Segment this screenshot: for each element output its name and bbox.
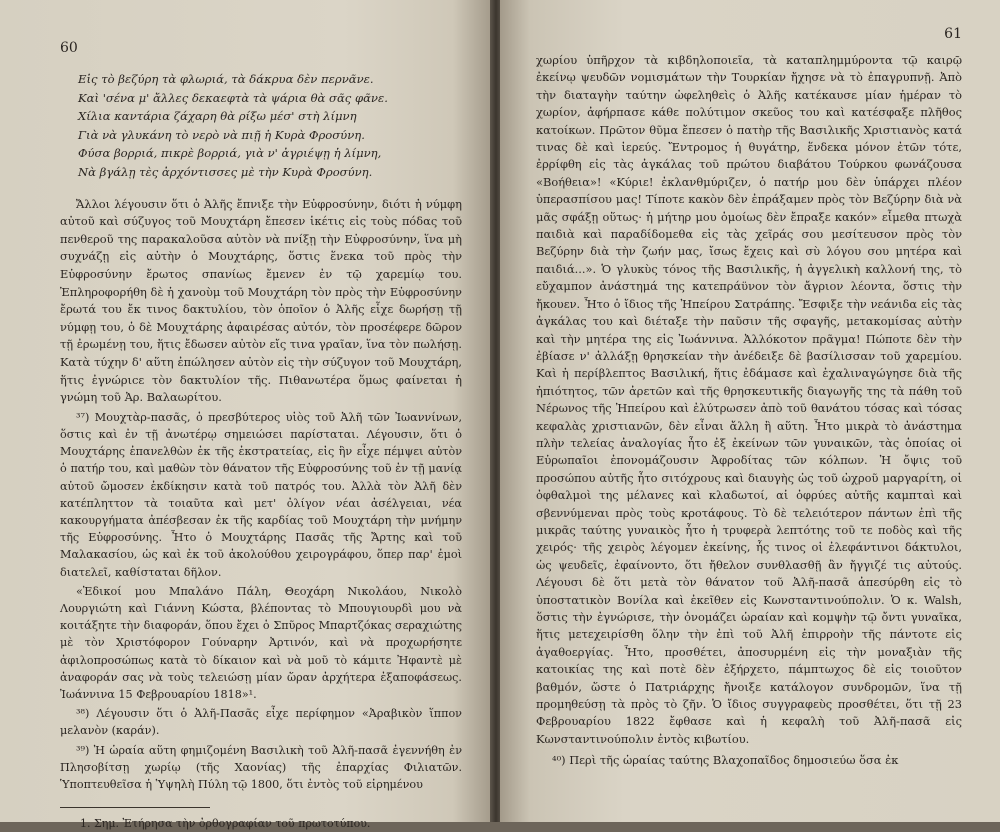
footnote: 1. Σημ. Ἐτήρησα τὴν ὀρθογραφίαν τοῦ πρωτοτύπου. bbox=[80, 817, 371, 831]
poem-line: Εἰς τὸ βεζύρη τὰ φλωριά, τὰ δάκρυα δὲν περνᾶνε. bbox=[78, 72, 374, 86]
poem-line: Καὶ 'σένα μ' ἄλλες δεκαεφτὰ τὰ ψάρια θὰ σᾶς φᾶνε. bbox=[78, 90, 388, 105]
note-38: ³⁸) Λέγουσιν ὅτι ὁ Ἀλῆ-Πασᾶς εἶχε περίφημον «Ἀραβικὸν ἵππον μελανὸν (καράν). bbox=[60, 707, 462, 738]
left-page bbox=[0, 0, 492, 831]
quoted-letter: «Ἐδικοί μου Μπαλάνο Πάλη, Θεοχάρη Νικολάου, Νικολὸ Λουργιώτη καὶ Γιάννη Κώστα, βλέποντας τὸ Μπουγιουρδὶ μου νὰ κοιτάξητε τὴν διαφοράν, ὅπου ἔχει ὁ Σπῦρος Μπαρτζόκας σεραχιώτης μὲ τὸν Χριστόφορον Γούναρην Ἀρτινόν, καὶ νὰ προχωρήσητε ἀφιλοπροσώπως κατὰ τὸ δίκαιον καὶ νὰ μοῦ τὸ κάμιτε Ἠφαντὲ μὲ ἀναφοράν σας νὰ τοὺς τελειώσῃ μίαν ὥραν ἀρχήτερα ἐξαποφάσεως. Ἰωάννινα 15 Φεβρουαρίου 1818»¹. bbox=[60, 584, 462, 701]
poem-line: Χίλια καντάρια ζάχαρη θὰ ρίξω μέσ' στὴ λίμνη bbox=[78, 109, 357, 124]
footnote-divider bbox=[60, 807, 210, 808]
note-39: ³⁹) Ἡ ὡραία αὕτη φημιζομένη Βασιλικὴ τοῦ Ἀλῆ-πασᾶ ἐγεννήθη ἐν Πλησοβίτσῃ χωρίῳ (τῆς Χαονίας) τῆς ἐπαρχίας Φιλιατῶν. Ὑποπτευθεῖσα ἡ Ὑψηλὴ Πύλη τῷ 1800, ὅτι ἐντὸς τοῦ εἰρημένου bbox=[60, 743, 462, 791]
note-37: ³⁷) Μουχτὰρ-πασᾶς, ὁ πρεσβύτερος υἱὸς τοῦ Ἀλῆ τῶν Ἰωαννίνων, ὅστις καὶ ἐν τῇ ἀνωτέρῳ σημειώσει παρίσταται. Λέγουσιν, ὅτι ὁ Μουχτάρης ἐπανελθὼν ἐκ τῆς ἐκστρατείας, εἰς ἣν εἶχε πέμψει αὐτὸν ὁ πατήρ του, καὶ μαθὼν τὸν θάνατον τῆς Εὐφροσύνης τοῦ ἐν τῇ μανίᾳ αὐτοῦ ὤμοσεν ἐκδίκησιν κατὰ τοῦ πατρός του. Ἀλλὰ τὸν Ἀλῆ δὲν κατέπληττον τὰ τοιαῦτα καὶ μετ' ὀλίγον νέαι ἀσέλγειαι, νέα κακουργήματα ἀπέσβεσαν ἐκ τῆς καρδίας τοῦ Μουχτάρη τὴν μνήμην τῆς Εὐφροσύνης. Ἦτο ὁ Μουχτάρης Πασᾶς τῆς Ἄρτης καὶ τοῦ Μαλακασίου, ὡς καὶ ἐκ τοῦ ἀκολούθου χειρογράφου, ὅπερ παρ' ἐμοὶ διατελεῖ, καθίσταται δῆλον. bbox=[60, 410, 462, 579]
page-number-left: 60 bbox=[60, 40, 78, 56]
body-paragraph: χωρίου ὑπῆρχον τὰ κιβδηλοποιεῖα, τὰ καταπλημμύροντα τῷ καιρῷ ἐκείνῳ ψευδῶν νομισμάτων τὴν Τουρκίαν ἤχησε νὰ τὸ ἐπαγρυπνῇ. Ἀπὸ τὴν διαταγὴν ταύτην ὠφεληθεὶς ὁ Ἀλῆς κατέκαυσε μίαν ἡμέραν τὸ χωρίον, ἀφήρπασε κάθε πολύτιμον σκεῦος του καὶ κατέσφαξε πλῆθος κατοίκων. Πρῶτον θῦμα ἔπεσεν ὁ πατὴρ τῆς Βασιλικῆς Χριστιανὸς κατά τινας δὲ καὶ ἱερεύς. Ἔντρομος ἡ θυγάτηρ, ἕνδεκα μόνον ἐτῶν τότε, ἐρρίφθη εἰς τὰς ἀγκάλας τοῦ πρώτου διαβάτου Τούρκου φωνάζουσα «Βοήθεια»! «Κύριε! ἐκλανθμύριζεν, ὁ πατήρ μου δὲν ὑπάρχει πλέον ὑπερασπίσου μας! Τίποτε κακὸν δὲν ἐπράξαμεν πρὸς τὸν Βεζύρην διὰ νὰ μᾶς σφάξῃ οὕτως· ἡ μήτηρ μου ὁμοίως δὲν ἔπραξε κακόν» εἶμεθα πτωχὰ παιδιὰ καὶ παραδίδομεθα εἰς τὰς χεῖράς σου μεσίτευσον πρὸς τὸν Βεζύρην διὰ τὴν ζωήν μας, ἴσως ἔχεις καὶ σὺ λόγου σου μητέρα καὶ παιδιά...». Ὁ γλυκὺς τόνος τῆς Βασιλικῆς, ἡ ἀγγελικὴ καλλονή της, τὸ εὔχαμπον ἀνάστημά της κατεπράϋνον τὸν ἄγριον λέοντα, ὅστις τὴν ἤκουεν. Ἦτο ὁ ἴδιος τῆς Ἠπείρου Σατράπης. Ἔσφιξε τὴν νεάνιδα εἰς τὰς ἀγκάλας του καὶ διέταξε τὴν παῦσιν τῆς σφαγῆς, μετακομίσας αὐτὴν καὶ τὴν μητέρα της εἰς Ἰωάννινα. Ἀλλόκοτον πρᾶγμα! Πώποτε δὲν τὴν ἐβίασε ν' ἀλλάξῃ θρησκείαν τὴν ἀνέδειξε δὲ βασίλισσαν τοῦ χαρεμίου. Καὶ ἡ περίβλεπτος Βασιλική, ἥτις ἐδάμασε καὶ ἐχαλιναγώγησε διὰ τῆς ἠπιότητος, τῶν ἀρετῶν καὶ τῆς θρησκευτικῆς διαγωγῆς της τὰ πάθη τοῦ Νέρωνος τῆς Ἠπείρου καὶ ἐλύτρωσεν ἀπὸ τοῦ θανάτου τόσας καὶ τόσας κεφαλὰς χριστιανῶν, δὲν εἶναι ἄλλη ἢ αὕτη. Ἦτο μικρὰ τὸ ἀνάστημα πλὴν τελείας ἀναλογίας ἦτο ἐξ ἐκείνων τῶν γυναικῶν, τὰς ὁποίας οἱ Εὐρωπαῖοι ἐπονομάζουσιν Ἀφροδίτας τῶν κόλπων. Ἡ ὄψις τοῦ προσώπου αὐτῆς ἦτο σιτόχρους καὶ διαυγὴς ὡς τοῦ ὠχροῦ μαργαρίτη, οἱ ὀφθαλμοὶ της μέλανες καὶ κλαδωτοί, αἱ ὀφρύες αὐτῆς καμπταὶ καὶ σβεννύμεναι πρὸς τοὺς κροτάφους. Τὸ δὲ τελειότερον πάντων ἐπὶ τῆς μικρᾶς ταύτης γυναικὸς ἦτο ἡ τρυφερὰ λεπτότης τοῦ τε ποδὸς καὶ τῆς χειρός· τῆς χειρὸς λέγομεν ἐκείνης, ἧς τινος οἱ ἐλεφάντινοι δάκτυλοι, ὡς ψευδεῖς, ἐφαίνοντο, ὅτι ἤθελον συνθλασθῇ ἂν ἤγγιζέ τις αὐτούς. Λέγουσι δὲ ὅτι μετὰ τὸν θάνατον τοῦ Ἀλῆ-πασᾶ ἀπεσύρθη εἰς τὸ ὑποστατικὸν Βονίλα καὶ ἐκεῖθεν εἰς Κωνσταντινούπολιν. Ὁ κ. Walsh, ὅστις τὴν ἐγνώρισε, τὴν ὀνομάζει ὡραίαν καὶ κομψὴν τῷ ὄντι γυναῖκα, ἥτις μετεχειρίσθη ὅλην τὴν ἐπὶ τοῦ Ἀλῆ ἐπιρροὴν τῆς πάντοτε εἰς ἀγαθοεργίας. Ἦτο, προσθέτει, ἀποσυρμένη εἰς τὴν μοναξιὰν τῆς κατοικίας της καὶ ποτὲ δὲν ἐξήρχετο, πάμπτωχος δὲ εἰς τοιοῦτον βαθμόν, ὥστε ὁ Πατριάρχης ἤνοιξε κατάλογον συνδρομῶν, ἵνα τῇ προμηθεύσῃ τὰ πρὸς τὸ ζῆν. Ὁ ἴδιος συγγραφεὺς προσθέτει, ὅτι τῇ 23 Φεβρουαρίου 1822 ἔφθασε καὶ ἡ κεφαλὴ τοῦ Ἀλῆ-πασᾶ εἰς Κωνσταντινούπολιν ἐντὸς κιβωτίου. bbox=[536, 53, 962, 746]
right-page bbox=[500, 0, 1000, 822]
poem-block bbox=[78, 70, 462, 182]
poem-line: Φύσα βορριά, πικρὲ βορριά, γιὰ ν' ἀγριέψῃ ἡ λίμνη, bbox=[78, 146, 382, 161]
body-paragraph: Ἄλλοι λέγουσιν ὅτι ὁ Ἀλῆς ἔπνιξε τὴν Εὐφροσύνην, διότι ἡ νύμφη αὐτοῦ καὶ σύζυγος τοῦ Μουχτάρη ἔπεσεν ἱκέτις εἰς τοὺς πόδας τοῦ πενθεροῦ της παρακαλοῦσα αὐτὸν νὰ πνίξῃ τὴν Εὐφροσύνην, ἵνα μὴ συχνάζῃ εἰς αὐτὴν ὁ Μουχτάρης, ὅστις ἕνεκα τοῦ πρὸς τὴν Εὐφροσύνην ἔρωτος σπανίως ἔμενεν ἐν τῷ χαρεμίῳ του. Ἐπληροφορήθη δὲ ἡ χανοὺμ τοῦ Μουχτάρη τὸν πρὸς τὴν Εὐφροσύνην ἔρωτά του ἔκ τινος δακτυλίου, τὸν ὁποῖον ὁ Ἀλῆς εἶχε δωρήσῃ τῇ νύμφῃ του, ὁ δὲ Μουχτάρης ἀφαιρέσας αὐτόν, τὸν προσέφερε δῶρον τῇ ἐρωμένῃ του, ἥτις ἔδωσεν αὐτὸν εἴς τινα γραῖαν, ἵνα τὸν πωλήσῃ. Κατὰ τύχην δ' αὕτη ἐπώλησεν αὐτὸν εἰς τὴν σύζυγον τοῦ Μουχτάρη, ἥτις ἐγνώριсε τὸν δακτυλίον τῆς. Πιθανωτέρα ὅμως φαίνεται ἡ γνώμη τοῦ Ἀρ. Βαλαωρίτου. bbox=[60, 196, 462, 405]
poem-line: Γιὰ νὰ γλυκάνη τὸ νερὸ νὰ πιῇ ἡ Κυρὰ Φροσύνη. bbox=[78, 127, 365, 142]
poem-line: Νὰ βγάλῃ τὲς ἀρχόντισσες μὲ τὴν Κυρὰ Φροσύνη. bbox=[78, 164, 373, 179]
page-number-right: 61 bbox=[944, 26, 962, 42]
note-40: ⁴⁰) Περὶ τῆς ὡραίας ταύτης Βλαχοπαῖδος δημοσιεύω ὅσα ἐκ bbox=[552, 753, 899, 768]
